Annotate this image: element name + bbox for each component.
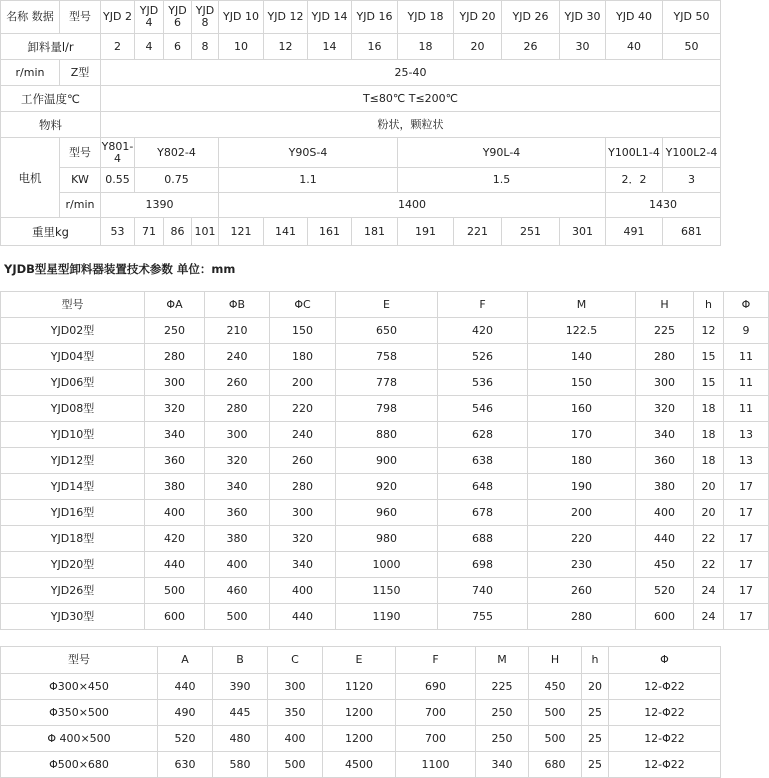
table-cell: 340 (270, 552, 336, 578)
table-cell: 380 (636, 474, 694, 500)
table-cell: Φ 400×500 (1, 726, 158, 752)
weight-label: 重里kg (1, 218, 101, 246)
table-row (1, 474, 769, 500)
model-cell: YJD 30 (560, 1, 606, 34)
table-cell: 698 (438, 552, 528, 578)
table-cell: YJD20型 (1, 552, 145, 578)
table-cell: 700 (396, 726, 476, 752)
motor-model-cell: Y100L1-4 (606, 138, 663, 168)
table-cell: 440 (158, 674, 213, 700)
model-cell: YJD 4 (135, 1, 164, 34)
column-header: Φ (609, 647, 721, 674)
table-cell: 9 (724, 318, 769, 344)
kw-label: KW (60, 168, 101, 193)
column-header: Φ (724, 292, 769, 318)
column-header: ΦA (145, 292, 205, 318)
table-cell: 11 (724, 396, 769, 422)
kw-cell: 1.5 (398, 168, 606, 193)
table-cell: 25 (582, 752, 609, 778)
table-cell: 12-Φ22 (609, 726, 721, 752)
kw-cell: 0.55 (101, 168, 135, 193)
column-header: H (636, 292, 694, 318)
table-row (1, 578, 769, 604)
weight-cell: 191 (398, 218, 454, 246)
table-cell: 180 (528, 448, 636, 474)
table-cell: 20 (694, 474, 724, 500)
table-cell: 12-Φ22 (609, 700, 721, 726)
motor-model-label: 型号 (60, 138, 101, 168)
table-cell: 460 (205, 578, 270, 604)
table-cell: 758 (336, 344, 438, 370)
table-cell: 17 (724, 474, 769, 500)
table-cell: 170 (528, 422, 636, 448)
table-cell: 755 (438, 604, 528, 630)
table-cell: 280 (270, 474, 336, 500)
table-cell: 17 (724, 552, 769, 578)
table-cell: 220 (270, 396, 336, 422)
model-cell: YJD 40 (606, 1, 663, 34)
column-header: C (268, 647, 323, 674)
table-cell: 12-Φ22 (609, 752, 721, 778)
table-cell: 650 (336, 318, 438, 344)
table-cell: YJD02型 (1, 318, 145, 344)
discharge-cell: 12 (264, 34, 308, 60)
table-row (1, 318, 769, 344)
table-cell: 260 (528, 578, 636, 604)
discharge-cell: 26 (502, 34, 560, 60)
table-cell: 240 (270, 422, 336, 448)
table-cell: 638 (438, 448, 528, 474)
table-cell: 678 (438, 500, 528, 526)
table-cell: 180 (270, 344, 336, 370)
table-cell: 440 (636, 526, 694, 552)
table-cell: 150 (528, 370, 636, 396)
table-cell: 20 (694, 500, 724, 526)
table-cell: 220 (528, 526, 636, 552)
header-name-data: 名称 数据 (1, 1, 60, 34)
motor-model-cell: Y802-4 (135, 138, 219, 168)
table-cell: 580 (213, 752, 268, 778)
motor-model-cell: Y90L-4 (398, 138, 606, 168)
table-cell: YJD12型 (1, 448, 145, 474)
table-cell: 11 (724, 344, 769, 370)
model-cell: YJD 2 (101, 1, 135, 34)
table-cell: 225 (476, 674, 529, 700)
weight-cell: 101 (192, 218, 219, 246)
weight-cell: 53 (101, 218, 135, 246)
weight-cell: 161 (308, 218, 352, 246)
table-cell: 340 (476, 752, 529, 778)
table-cell: 960 (336, 500, 438, 526)
table-cell: 500 (529, 726, 582, 752)
weight-cell: 221 (454, 218, 502, 246)
table-row (1, 526, 769, 552)
discharge-cell: 30 (560, 34, 606, 60)
table-cell: 250 (476, 700, 529, 726)
table-cell: 250 (145, 318, 205, 344)
table-cell: 15 (694, 370, 724, 396)
table-cell: 24 (694, 578, 724, 604)
rpm-range: 25-40 (101, 60, 721, 86)
table-cell: 320 (145, 396, 205, 422)
table-row (1, 726, 721, 752)
table-cell: 630 (158, 752, 213, 778)
column-header: A (158, 647, 213, 674)
discharge-cell: 8 (192, 34, 219, 60)
table-cell: 628 (438, 422, 528, 448)
table-cell: 17 (724, 578, 769, 604)
kw-cell: 2．2 (606, 168, 663, 193)
spec-table (0, 0, 721, 246)
table-cell: 340 (636, 422, 694, 448)
discharge-cell: 16 (352, 34, 398, 60)
table-cell: 500 (205, 604, 270, 630)
motor-model-cell: Y100L2-4 (663, 138, 721, 168)
column-header: H (529, 647, 582, 674)
model-cell: YJD 8 (192, 1, 219, 34)
kw-cell: 1.1 (219, 168, 398, 193)
weight-cell: 251 (502, 218, 560, 246)
table-row (1, 752, 721, 778)
column-header: F (396, 647, 476, 674)
table-row (1, 422, 769, 448)
table-cell: 320 (636, 396, 694, 422)
motor-rmin-cell: 1400 (219, 193, 606, 218)
discharge-cell: 18 (398, 34, 454, 60)
table-row (1, 700, 721, 726)
weight-cell: 141 (264, 218, 308, 246)
ztype-label: Z型 (60, 60, 101, 86)
table-cell: 1200 (323, 726, 396, 752)
weight-cell: 86 (164, 218, 192, 246)
table-cell: 390 (213, 674, 268, 700)
material-value: 粉状，颗粒状 (101, 112, 721, 138)
header-row (1, 647, 721, 674)
table-cell: 250 (476, 726, 529, 752)
column-header: ΦB (205, 292, 270, 318)
table-cell: 340 (145, 422, 205, 448)
table-cell: 15 (694, 344, 724, 370)
column-header: F (438, 292, 528, 318)
table-cell: 380 (145, 474, 205, 500)
table-row (1, 674, 721, 700)
motor-model-cell: Y801-4 (101, 138, 135, 168)
table-cell: 1200 (323, 700, 396, 726)
table-cell: YJD10型 (1, 422, 145, 448)
table-cell: 17 (724, 500, 769, 526)
column-header: M (528, 292, 636, 318)
table-cell: 740 (438, 578, 528, 604)
column-header: M (476, 647, 529, 674)
table-cell: 200 (528, 500, 636, 526)
table-cell: 980 (336, 526, 438, 552)
table-cell: 440 (145, 552, 205, 578)
table-cell: 12-Φ22 (609, 674, 721, 700)
table-cell: 400 (636, 500, 694, 526)
table-cell: 260 (205, 370, 270, 396)
table-cell: 526 (438, 344, 528, 370)
table-cell: 880 (336, 422, 438, 448)
table-row (1, 604, 769, 630)
table-cell: 12 (694, 318, 724, 344)
table-cell: 18 (694, 422, 724, 448)
table-cell: 240 (205, 344, 270, 370)
dimension-table (0, 291, 769, 630)
table-cell: 300 (268, 674, 323, 700)
table-cell: 13 (724, 422, 769, 448)
model-cell: YJD 20 (454, 1, 502, 34)
table-cell: 160 (528, 396, 636, 422)
table-cell: 20 (582, 674, 609, 700)
discharge-cell: 10 (219, 34, 264, 60)
model-cell: YJD 18 (398, 1, 454, 34)
table-cell: 300 (270, 500, 336, 526)
table-cell: 190 (528, 474, 636, 500)
weight-cell: 181 (352, 218, 398, 246)
table-cell: 25 (582, 726, 609, 752)
table-cell: 520 (636, 578, 694, 604)
table-cell: 18 (694, 396, 724, 422)
table-cell: 280 (528, 604, 636, 630)
discharge-cell: 20 (454, 34, 502, 60)
column-header: 型号 (1, 647, 158, 674)
table-cell: 280 (145, 344, 205, 370)
column-header: ΦC (270, 292, 336, 318)
column-header: E (336, 292, 438, 318)
table-cell: YJD14型 (1, 474, 145, 500)
table-row (1, 396, 769, 422)
motor-model-cell: Y90S-4 (219, 138, 398, 168)
model-cell: YJD 26 (502, 1, 560, 34)
table-cell: 320 (270, 526, 336, 552)
table-row (1, 344, 769, 370)
table-cell: 480 (213, 726, 268, 752)
kw-cell: 0.75 (135, 168, 219, 193)
table-cell: 280 (636, 344, 694, 370)
table-cell: 122.5 (528, 318, 636, 344)
table-cell: 445 (213, 700, 268, 726)
table-row (1, 500, 769, 526)
table-row (1, 370, 769, 396)
table-cell: Φ500×680 (1, 752, 158, 778)
discharge-cell: 4 (135, 34, 164, 60)
table-cell: 300 (145, 370, 205, 396)
table-cell: YJD06型 (1, 370, 145, 396)
table-cell: Φ300×450 (1, 674, 158, 700)
table-cell: 340 (205, 474, 270, 500)
table-cell: 13 (724, 448, 769, 474)
table-cell: 210 (205, 318, 270, 344)
table-cell: 680 (529, 752, 582, 778)
table-cell: 546 (438, 396, 528, 422)
table-cell: 688 (438, 526, 528, 552)
table-cell: YJD04型 (1, 344, 145, 370)
table-cell: 4500 (323, 752, 396, 778)
temperature-label: 工作温度℃ (1, 86, 101, 112)
table-cell: 600 (636, 604, 694, 630)
model-cell: YJD 10 (219, 1, 264, 34)
model-cell: YJD 6 (164, 1, 192, 34)
column-header: 型号 (1, 292, 145, 318)
table-cell: 520 (158, 726, 213, 752)
table-cell: YJD30型 (1, 604, 145, 630)
model-cell: YJD 14 (308, 1, 352, 34)
table-cell: 500 (529, 700, 582, 726)
table-cell: 360 (205, 500, 270, 526)
header-row (1, 292, 769, 318)
weight-cell: 681 (663, 218, 721, 246)
motor-label: 电机 (1, 138, 60, 218)
table-cell: 400 (145, 500, 205, 526)
table-cell: 648 (438, 474, 528, 500)
table-cell: YJD26型 (1, 578, 145, 604)
model-cell: YJD 12 (264, 1, 308, 34)
table-cell: 440 (270, 604, 336, 630)
table-cell: 17 (724, 604, 769, 630)
table-cell: 150 (270, 318, 336, 344)
table-cell: 420 (145, 526, 205, 552)
table-cell: 320 (205, 448, 270, 474)
header-model: 型号 (60, 1, 101, 34)
discharge-label: 卸料量l/r (1, 34, 101, 60)
table-cell: 225 (636, 318, 694, 344)
table-cell: 360 (145, 448, 205, 474)
table-cell: 798 (336, 396, 438, 422)
table-cell: 380 (205, 526, 270, 552)
model-cell: YJD 50 (663, 1, 721, 34)
column-header: h (694, 292, 724, 318)
table-cell: YJD16型 (1, 500, 145, 526)
weight-cell: 301 (560, 218, 606, 246)
table-cell: 230 (528, 552, 636, 578)
table-cell: 420 (438, 318, 528, 344)
table-cell: YJD08型 (1, 396, 145, 422)
table-cell: 900 (336, 448, 438, 474)
discharge-cell: 50 (663, 34, 721, 60)
table-cell: 25 (582, 700, 609, 726)
table-cell: 24 (694, 604, 724, 630)
rmin-label: r/min (1, 60, 60, 86)
table-cell: 690 (396, 674, 476, 700)
column-header: E (323, 647, 396, 674)
flange-dimension-table (0, 646, 721, 778)
table-cell: 920 (336, 474, 438, 500)
table-cell: YJD18型 (1, 526, 145, 552)
table-cell: 11 (724, 370, 769, 396)
table-row (1, 448, 769, 474)
kw-cell: 3 (663, 168, 721, 193)
table-cell: 778 (336, 370, 438, 396)
table-cell: 350 (268, 700, 323, 726)
table-cell: 1100 (396, 752, 476, 778)
discharge-cell: 2 (101, 34, 135, 60)
table-row (1, 552, 769, 578)
weight-cell: 71 (135, 218, 164, 246)
discharge-cell: 40 (606, 34, 663, 60)
table-cell: 200 (270, 370, 336, 396)
table-cell: 600 (145, 604, 205, 630)
table-cell: 1150 (336, 578, 438, 604)
table-cell: 400 (205, 552, 270, 578)
table-cell: 450 (636, 552, 694, 578)
table-cell: 17 (724, 526, 769, 552)
weight-cell: 121 (219, 218, 264, 246)
table-cell: 450 (529, 674, 582, 700)
table-cell: 280 (205, 396, 270, 422)
table-cell: 300 (205, 422, 270, 448)
model-cell: YJD 16 (352, 1, 398, 34)
table-cell: 700 (396, 700, 476, 726)
table-cell: 1190 (336, 604, 438, 630)
table-cell: 500 (145, 578, 205, 604)
discharge-cell: 14 (308, 34, 352, 60)
motor-rmin-label: r/min (60, 193, 101, 218)
table-cell: 400 (268, 726, 323, 752)
temperature-value: T≤80℃ T≤200℃ (101, 86, 721, 112)
table-cell: 22 (694, 526, 724, 552)
table-cell: 22 (694, 552, 724, 578)
table-cell: 140 (528, 344, 636, 370)
column-header: h (582, 647, 609, 674)
table-cell: 490 (158, 700, 213, 726)
motor-rmin-cell: 1390 (101, 193, 219, 218)
table-cell: 1000 (336, 552, 438, 578)
table-cell: 18 (694, 448, 724, 474)
table-cell: 500 (268, 752, 323, 778)
column-header: B (213, 647, 268, 674)
motor-rmin-cell: 1430 (606, 193, 721, 218)
weight-cell: 491 (606, 218, 663, 246)
table-cell: 400 (270, 578, 336, 604)
table-cell: 1120 (323, 674, 396, 700)
table-cell: 360 (636, 448, 694, 474)
table-cell: 536 (438, 370, 528, 396)
dimension-table-caption: YJDB型星型卸料器装置技术参数 单位：mm (4, 262, 236, 276)
table-cell: 260 (270, 448, 336, 474)
material-label: 物料 (1, 112, 101, 138)
table-cell: 300 (636, 370, 694, 396)
table-cell: Φ350×500 (1, 700, 158, 726)
discharge-cell: 6 (164, 34, 192, 60)
